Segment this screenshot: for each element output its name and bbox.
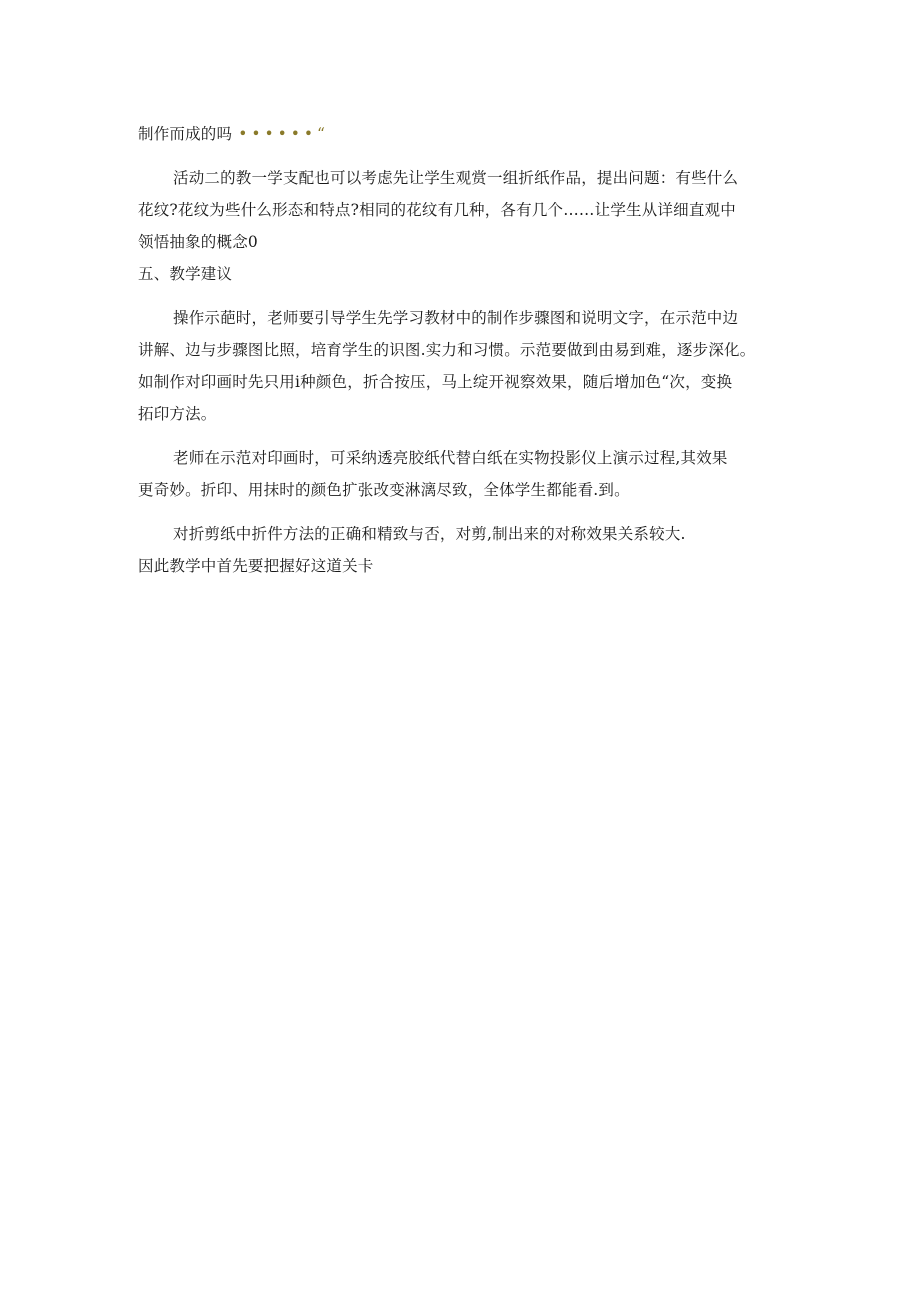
text-line: 对折剪纸中折件方法的正确和精致与否，对剪,制出来的对称效果关系较大.	[173, 525, 686, 543]
text-line: 制作而成的吗	[138, 125, 233, 143]
paragraph-continuation	[138, 118, 786, 150]
text-line: 更奇妙。折印、用抹时的颜色扩张改变淋漓尽致，全体学生都能看.到。	[138, 481, 630, 499]
text-line: 拓印方法。	[138, 405, 217, 423]
section-heading: 五、教学建议	[138, 265, 233, 283]
document-body	[138, 118, 786, 582]
text-line: 领悟抽象的概念0	[138, 233, 258, 251]
paragraph-teacher-demo	[138, 442, 786, 506]
text-line: 讲解、边与步骤图比照，培育学生的识图.实力和习惯。示范要做到由易到难，逐步深化。	[138, 341, 756, 359]
paragraph-activity-two	[138, 162, 786, 258]
ellipsis-dots: ••••••“	[238, 125, 329, 143]
text-line: 老师在示范对印画时，可采纳透亮胶纸代替白纸在实物投影仪上演示过程,其效果	[173, 449, 728, 467]
paragraph-demonstration	[138, 302, 786, 430]
text-line: 操作示葩时，老师要引导学生先学习教材中的制作步骤图和说明文字，在示范中边	[173, 309, 739, 327]
text-line: 花纹?花纹为些什么形态和特点?相同的花纹有几种，各有几个……让学生从详细直观中	[138, 201, 736, 219]
paragraph-folding	[138, 518, 786, 582]
text-line: 活动二的教一学支配也可以考虑先让学生观赏一组折纸作品，提出问题：有些什么	[173, 169, 739, 187]
text-line: 如制作对印画时先只用i种颜色，折合按压，马上绽开视察效果，随后增加色“次，变换	[138, 373, 733, 391]
text-line: 因此教学中首先要把握好这道关卡	[138, 557, 374, 575]
